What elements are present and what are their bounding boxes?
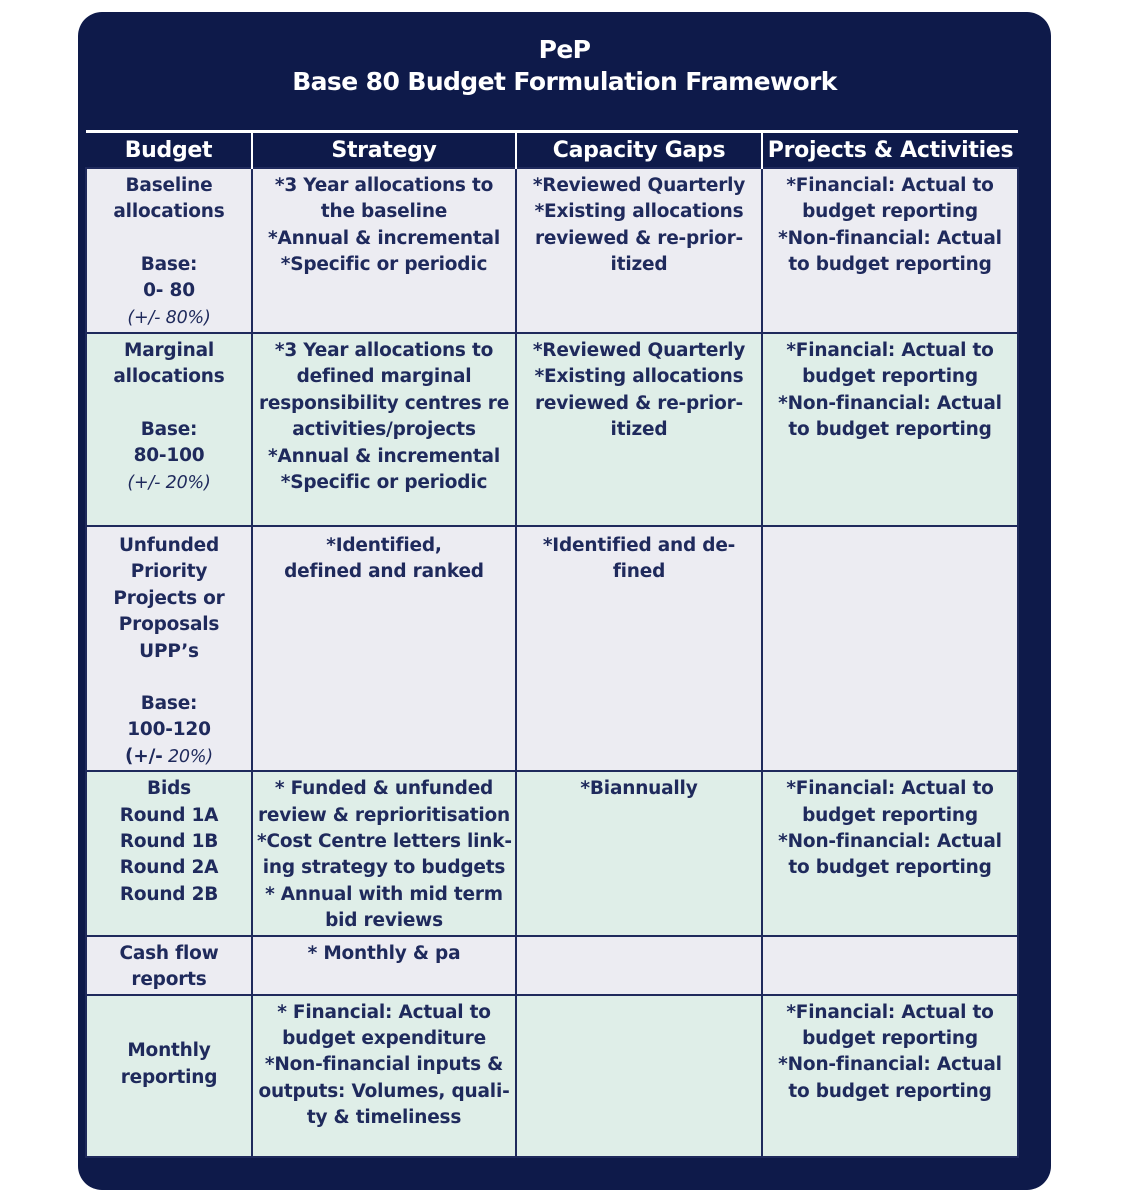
budget-percentage: (+/- 20%) <box>127 472 211 493</box>
budget-line: Priority <box>130 561 208 583</box>
strategy-line: ing strategy to budgets <box>262 857 506 879</box>
gaps-line: *Existing allocations <box>534 201 744 223</box>
budget-line: Baseline <box>125 175 213 196</box>
budget-percentage <box>91 744 247 770</box>
budget-line: reports <box>131 969 207 991</box>
projects-cell <box>762 168 1018 333</box>
header-row <box>86 132 1018 169</box>
strategy-line: *Annual & incremental <box>268 227 500 249</box>
projects-line: *Financial: Actual to <box>786 340 994 361</box>
header-projects-activities: Projects & Activities <box>762 132 1018 169</box>
projects-line: *Financial: Actual to <box>786 1001 994 1023</box>
strategy-line: defined marginal <box>296 366 472 388</box>
projects-line: *Financial: Actual to <box>786 778 994 800</box>
header-capacity-gaps: Capacity Gaps <box>516 132 762 169</box>
projects-line: to budget reporting <box>788 254 992 276</box>
budget-line: Marginal <box>124 340 214 361</box>
title-line-1: PeP <box>538 35 591 64</box>
table-row <box>86 995 1018 1157</box>
table-row <box>86 936 1018 995</box>
page-title <box>78 34 1051 98</box>
strategy-line: *Cost Centre letters link- <box>257 831 512 853</box>
budget-line: Round 2B <box>119 883 219 905</box>
budget-cell <box>86 771 252 935</box>
strategy-line: budget expenditure <box>282 1027 486 1049</box>
capacity-gaps-cell <box>516 526 762 771</box>
strategy-line: defined and ranked <box>284 561 484 583</box>
budget-cell <box>86 995 252 1157</box>
strategy-line: the baseline <box>320 201 448 223</box>
budget-spacer <box>91 665 247 691</box>
budget-line: Proposals <box>118 614 220 636</box>
gaps-line: itized <box>610 419 668 441</box>
strategy-line: *Non-financial inputs & <box>264 1054 504 1076</box>
budget-line: reporting <box>120 1066 218 1088</box>
projects-line: to budget reporting <box>788 857 992 879</box>
gaps-line: reviewed & re-prior- <box>534 227 744 249</box>
budget-line: Bids <box>147 778 191 800</box>
gaps-line: *Reviewed Quarterly <box>532 175 746 196</box>
gaps-line: *Reviewed Quarterly <box>532 340 746 361</box>
strategy-line: *3 Year allocations to <box>274 340 494 361</box>
gaps-line: reviewed & re-prior- <box>534 392 744 414</box>
capacity-gaps-cell <box>516 771 762 935</box>
strategy-cell <box>252 333 516 526</box>
budget-line: Base: <box>140 418 198 440</box>
budget-percentage-prefix: (+/- <box>125 745 163 767</box>
strategy-line: * Financial: Actual to <box>277 1001 491 1023</box>
budget-line: Round 2A <box>119 857 219 879</box>
budget-cell <box>86 333 252 526</box>
projects-line: to budget reporting <box>788 1080 992 1102</box>
budget-percentage-value: 20%) <box>162 746 213 767</box>
budget-line: Base: <box>140 253 198 275</box>
strategy-line: * Funded & unfunded <box>274 778 494 800</box>
strategy-cell <box>252 936 516 995</box>
budget-cell <box>86 526 252 771</box>
budget-line: Cash flow <box>119 942 219 964</box>
capacity-gaps-cell <box>516 936 762 995</box>
projects-cell <box>762 771 1018 935</box>
capacity-gaps-cell <box>516 995 762 1157</box>
strategy-line: activities/projects <box>292 419 476 441</box>
budget-line: Monthly <box>127 1040 211 1062</box>
projects-line: *Financial: Actual to <box>786 175 994 196</box>
budget-line: Projects or <box>113 587 225 609</box>
strategy-cell <box>252 168 516 333</box>
strategy-line: * Annual with mid term <box>265 883 503 905</box>
strategy-line: bid reviews <box>325 910 443 932</box>
projects-cell <box>762 995 1018 1157</box>
strategy-line: * Monthly & pa <box>307 942 461 964</box>
budget-cell <box>86 936 252 995</box>
budget-line: 0- 80 <box>143 280 195 302</box>
capacity-gaps-cell <box>516 333 762 526</box>
gaps-line: *Biannually <box>580 778 698 800</box>
projects-line: budget reporting <box>802 1027 978 1049</box>
gaps-line: fined <box>612 561 666 583</box>
budget-line: 100-120 <box>127 719 211 741</box>
strategy-line: ty & timeliness <box>306 1107 462 1129</box>
projects-line: budget reporting <box>802 366 978 388</box>
projects-line: *Non-financial: Actual <box>778 227 1002 249</box>
strategy-line: *3 Year allocations to <box>274 175 494 196</box>
table-row <box>86 526 1018 771</box>
projects-cell <box>762 936 1018 995</box>
table-row <box>86 168 1018 333</box>
projects-line: *Non-financial: Actual <box>778 831 1002 853</box>
strategy-line: review & reprioritisation <box>257 804 511 826</box>
strategy-line: *Identified, <box>326 535 442 556</box>
projects-line: *Non-financial: Actual <box>778 1054 1002 1076</box>
projects-line: budget reporting <box>802 201 978 223</box>
budget-line: Unfunded <box>118 535 219 556</box>
strategy-cell <box>252 771 516 935</box>
strategy-line: *Annual & incremental <box>268 445 500 467</box>
budget-cell <box>86 168 252 333</box>
strategy-line: *Specific or periodic <box>280 472 488 494</box>
budget-spacer <box>91 391 247 417</box>
budget-line: allocations <box>113 201 225 223</box>
header-budget: Budget <box>86 132 252 169</box>
table-row <box>86 771 1018 935</box>
header-strategy: Strategy <box>252 132 516 169</box>
gaps-line: itized <box>610 254 668 276</box>
gaps-line: *Existing allocations <box>534 366 744 388</box>
strategy-line: *Specific or periodic <box>280 254 488 276</box>
strategy-line: responsibility centres re <box>258 392 510 414</box>
projects-cell <box>762 526 1018 771</box>
budget-line: Base: <box>140 693 198 715</box>
projects-line: to budget reporting <box>788 419 992 441</box>
projects-line: budget reporting <box>802 804 978 826</box>
strategy-cell <box>252 995 516 1157</box>
projects-cell <box>762 333 1018 526</box>
title-line-2: Base 80 Budget Formulation Framework <box>292 67 837 96</box>
framework-table <box>85 130 1019 1158</box>
projects-line: *Non-financial: Actual <box>778 392 1002 414</box>
table-row <box>86 333 1018 526</box>
budget-line: UPP’s <box>139 640 199 662</box>
budget-spacer <box>91 226 247 252</box>
budget-line: allocations <box>113 366 225 388</box>
budget-percentage: (+/- 80%) <box>127 307 211 328</box>
strategy-line: outputs: Volumes, quali- <box>258 1080 510 1102</box>
budget-line: Round 1A <box>119 804 219 826</box>
capacity-gaps-cell <box>516 168 762 333</box>
budget-line: 80-100 <box>133 445 205 467</box>
budget-line: Round 1B <box>119 831 219 853</box>
gaps-line: *Identified and de- <box>542 535 736 556</box>
strategy-cell <box>252 526 516 771</box>
